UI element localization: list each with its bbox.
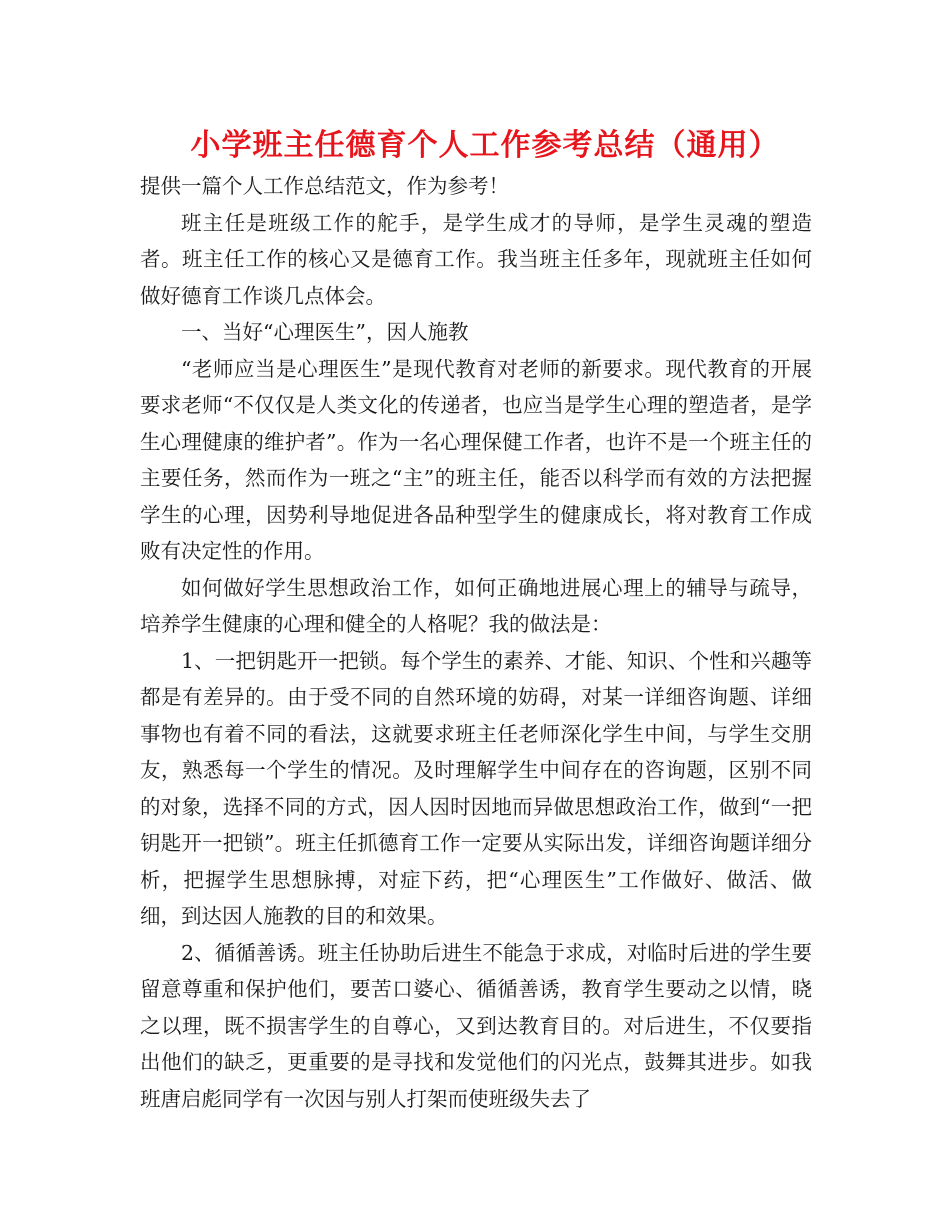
document-body	[140, 168, 812, 1117]
paragraph-5: 2、循循善诱。班主任协助后进生不能急于求成，对临时后进的学生要留意尊重和保护他们，要苦口婆心、循循善诱，教育学生要动之以情，晓之以理，既不损害学生的自尊心，又到达教育目的。对后进生，不仅要指出他们的缺乏，更重要的是寻找和发觉他们的闪光点，鼓舞其进步。如我班唐启彪同学有一次因与别人打架而使班级失去了	[140, 940, 812, 1111]
section-heading-1: 一、当好“心理医生”，因人施教	[181, 320, 469, 344]
paragraph-1: 班主任是班级工作的舵手，是学生成才的导师，是学生灵魂的塑造者。班主任工作的核心又是德育工作。我当班主任多年，现就班主任如何做好德育工作谈几点体会。	[140, 210, 812, 308]
document-title: 小学班主任德育个人工作参考总结（通用）	[190, 128, 780, 163]
paragraph-3: 如何做好学生思想政治工作，如何正确地进展心理上的辅导与疏导，培养学生健康的心理和健全的人格呢？我的做法是：	[140, 575, 812, 636]
intro-line: 提供一篇个人工作总结范文，作为参考！	[140, 174, 509, 198]
paragraph-4: 1、一把钥匙开一把锁。每个学生的素养、才能、知识、个性和兴趣等都是有差异的。由于受不同的自然环境的妨碍，对某一详细咨询题、详细事物也有着不同的看法，这就要求班主任老师深化学生中间，与学生交朋友，熟悉每一个学生的情况。及时理解学生中间存在的咨询题，区别不同的对象，选择不同的方式，因人因时因地而异做思想政治工作，做到“一把钥匙开一把锁”。班主任抓德育工作一定要从实际出发，详细咨询题详细分析，把握学生思想脉搏，对症下药，把“心理医生”工作做好、做活、做细，到达因人施教的目的和效果。	[140, 648, 812, 928]
paragraph-2: “老师应当是心理医生”是现代教育对老师的新要求。现代教育的开展要求老师“不仅仅是人类文化的传递者，也应当是学生心理的塑造者，是学生心理健康的维护者”。作为一名心理保健工作者，也许不是一个班主任的主要任务，然而作为一班之“主”的班主任，能否以科学而有效的方法把握学生的心理，因势利导地促进各品种型学生的健康成长，将对教育工作成败有决定性的作用。	[140, 356, 812, 563]
